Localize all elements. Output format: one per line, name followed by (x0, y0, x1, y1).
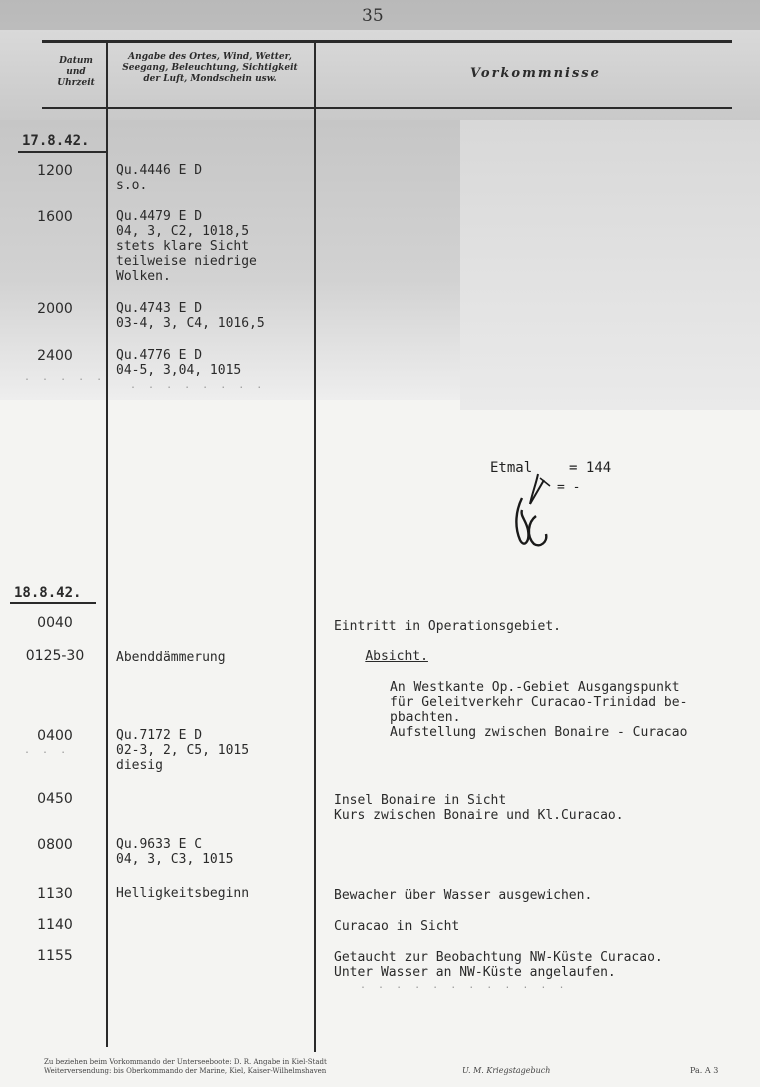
event-entry: Eintritt in Operationsgebiet. (334, 619, 561, 634)
time-entry: 0125-30 (25, 648, 85, 664)
time-entry: 1155 (37, 948, 73, 964)
right-shading (460, 120, 760, 410)
location-entry: Helligkeitsbeginn (116, 886, 250, 901)
location-entry: Qu.4479 E D 04, 3, C2, 1018,5 stets klare Sicht teilweise niedrige Wolken. (116, 209, 257, 284)
time-entry: 0450 (37, 791, 73, 807)
location-entry: Qu.4776 E D 04-5, 3,04, 1015 (116, 348, 242, 378)
time-entry: 2400 (37, 348, 73, 364)
header-events: Vorkommnisse (470, 66, 601, 81)
header-location-weather (110, 52, 310, 85)
location-entry: Qu.9633 E C 04, 3, C3, 1015 (116, 837, 234, 867)
event-entry: Insel Bonaire in Sicht Kurs zwischen Bonaire und Kl.Curacao. (334, 793, 624, 823)
event-entry (334, 650, 687, 770)
footer-note (44, 1058, 444, 1076)
date-day2: 18.8.42. (14, 585, 82, 601)
etmal-label: Etmal (490, 460, 533, 476)
header-bottom-rule (42, 107, 732, 109)
time-entry: 1600 (37, 209, 73, 225)
event-entry: Getaucht zur Beobachtung NW-Küste Curacao. Unter Wasser an NW-Küste angelaufen. (334, 950, 663, 980)
time-entry: 1200 (37, 163, 73, 179)
time-entry: 0800 (37, 837, 73, 853)
footer-title: U. M. Kriegstagebuch (462, 1066, 551, 1075)
location-entry: Abenddämmerung (116, 650, 226, 665)
column-divider-1 (106, 42, 108, 1047)
date-day1-underline (18, 151, 106, 153)
event-body-text: An Westkante Op.-Gebiet Ausgangspunkt für Geleitverkehr Curacao-Trinidad be- pbachten. Aufstellung zwischen Bonaire - Curacao (390, 680, 688, 740)
scan-mark: . . . . . (24, 372, 106, 383)
time-entry: 1140 (37, 917, 73, 933)
handwritten-signature-icon (500, 470, 570, 555)
date-day2-underline (10, 602, 96, 604)
page-number: 35 (362, 6, 384, 26)
time-entry: 2000 (37, 301, 73, 317)
scan-mark: . . . . . . . . (130, 380, 266, 391)
footer-note-text: Zu beziehen beim Vorkommando der Unterseeboote: D. R. Angabe in Kiel-Stadt Weiterversendung: bis Oberkommando der Marine, Kiel, Kaiser-Wilhelmshaven (44, 1058, 327, 1075)
time-entry: 1130 (37, 886, 73, 902)
top-rule (42, 40, 732, 43)
event-entry: Bewacher über Wasser ausgewichen. (334, 888, 593, 903)
event-heading-text: Absicht. (365, 649, 428, 664)
header-location-weather-text: Angabe des Ortes, Wind, Wetter, Seegang, Beleuchtung, Sichtigkeit der Luft, Mondschein usw. (122, 52, 298, 84)
location-entry: Qu.4743 E D 03-4, 3, C4, 1016,5 (116, 301, 265, 331)
scan-mark: . . . (24, 745, 70, 756)
footer-form-code: Pa. A 3 (690, 1066, 719, 1075)
header-date-time (50, 56, 102, 89)
etmal-sub-value: = - (557, 480, 581, 495)
time-entry: 0040 (37, 615, 73, 631)
event-entry: Curacao in Sicht (334, 919, 460, 934)
column-divider-2 (314, 42, 316, 1052)
etmal-value: = 144 (569, 460, 612, 476)
header-date-time-text: Datum und Uhrzeit (57, 56, 95, 88)
location-entry: Qu.7172 E D 02-3, 2, C5, 1015 diesig (116, 728, 250, 773)
location-entry: Qu.4446 E D s.o. (116, 163, 203, 193)
date-day1: 17.8.42. (22, 133, 90, 149)
scan-mark: . . . . . . . . . . . . (360, 980, 568, 991)
time-entry: 0400 (37, 728, 73, 744)
